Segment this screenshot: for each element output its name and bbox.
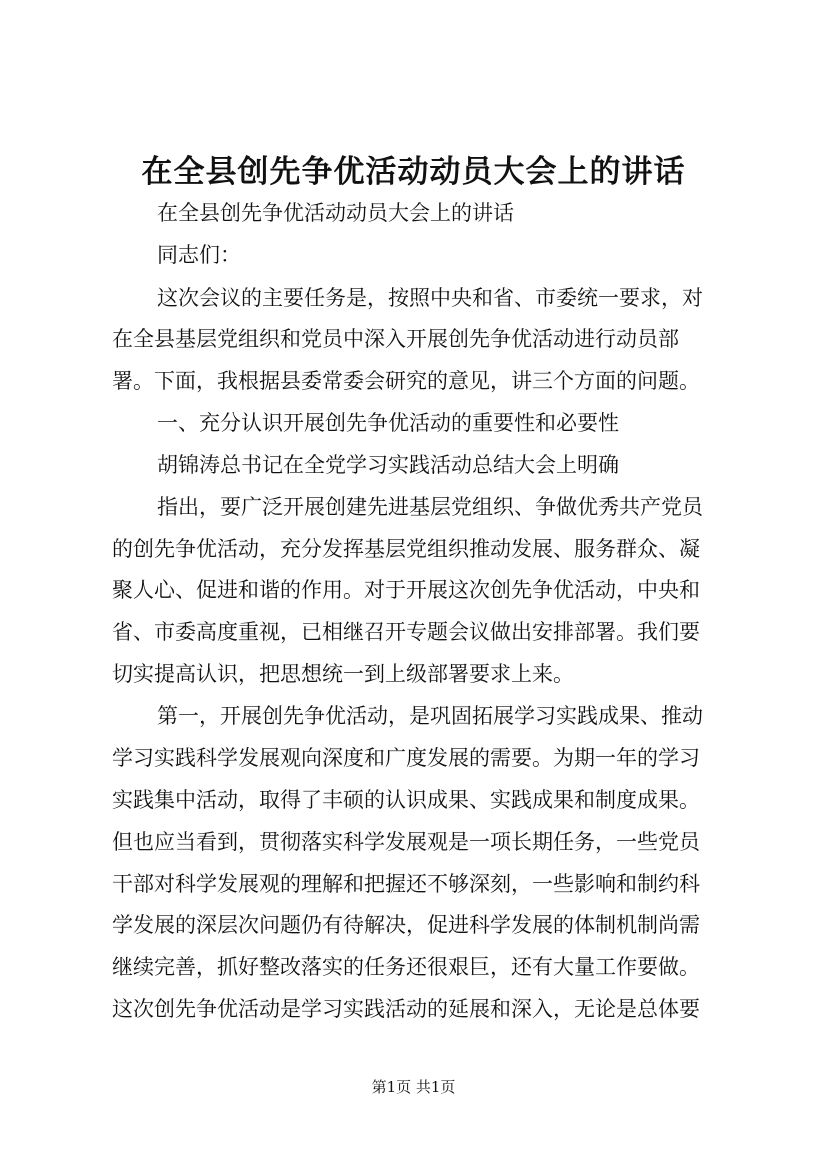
body-line: 署。下面，我根据县委常委会研究的意见，讲三个方面的问题。 (112, 369, 700, 393)
body-line: 指出，要广泛开展创建先进基层党组织、争做优秀共产党员 (157, 495, 703, 519)
body-line: 但也应当看到，贯彻落实科学发展观是一项长期任务，一些党员 (112, 830, 700, 854)
salutation-line: 同志们： (157, 243, 241, 267)
body-line: 在全县基层党组织和党员中深入开展创先争优活动进行动员部 (112, 327, 679, 351)
body-line: 的创先争优活动，充分发挥基层党组织推动发展、服务群众、凝 (112, 537, 700, 561)
body-line: 继续完善，抓好整改落实的任务还很艰巨，还有大量工作要做。 (112, 955, 700, 979)
section-heading: 一、充分认识开展创先争优活动的重要性和必要性 (157, 411, 619, 435)
page-footer: 第1页 共1页 (371, 1078, 456, 1096)
body-line: 第一，开展创先争优活动，是巩固拓展学习实践成果、推动 (157, 704, 703, 728)
body-line: 这次会议的主要任务是，按照中央和省、市委统一要求，对 (157, 286, 703, 310)
document-title: 在全县创先争优活动动员大会上的讲话 (141, 154, 686, 190)
body-line: 这次创先争优活动是学习实践活动的延展和深入，无论是总体要 (112, 997, 700, 1021)
body-line: 切实提高认识，把思想统一到上级部署要求上来。 (112, 662, 574, 686)
body-line: 干部对科学发展观的理解和把握还不够深刻，一些影响和制约科 (112, 872, 700, 896)
body-line: 实践集中活动，取得了丰硕的认识成果、实践成果和制度成果。 (112, 788, 700, 812)
body-line: 胡锦涛总书记在全党学习实践活动总结大会上明确 (157, 453, 619, 477)
body-line: 学发展的深层次问题仍有待解决，促进科学发展的体制机制尚需 (112, 913, 700, 937)
subtitle-line: 在全县创先争优活动动员大会上的讲话 (157, 201, 514, 225)
body-line: 学习实践科学发展观向深度和广度发展的需要。为期一年的学习 (112, 746, 700, 770)
body-line: 省、市委高度重视，已相继召开专题会议做出安排部署。我们要 (112, 620, 700, 644)
body-line: 聚人心、促进和谐的作用。对于开展这次创先争优活动，中央和 (112, 578, 700, 602)
